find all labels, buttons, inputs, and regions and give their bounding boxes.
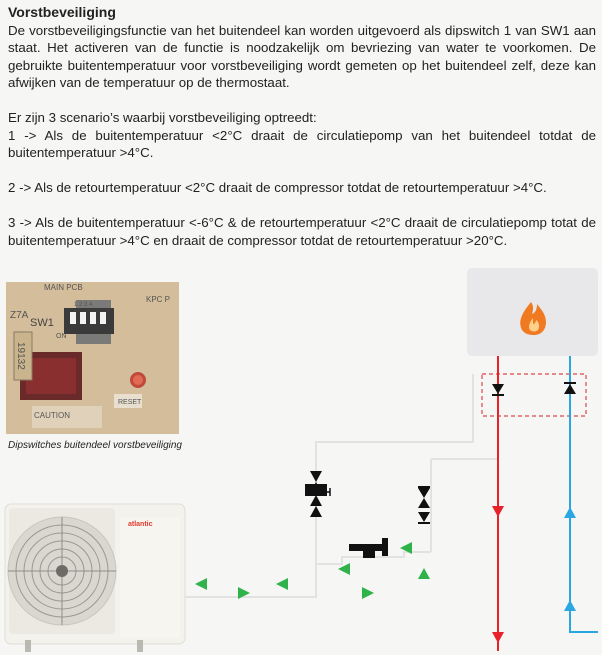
text-content [8, 4, 596, 249]
pcb-label: KPC P [146, 295, 171, 304]
flow-arrow-icon [564, 507, 576, 518]
outdoor-unit [5, 504, 185, 652]
flow-arrow-icon [195, 578, 207, 590]
pcb-label: MAIN PCB [44, 283, 83, 292]
valve-icon [418, 487, 430, 523]
pcb-label: 1 2 3 4 [74, 302, 93, 308]
scenario-2: 2 -> Als de retourtemperatuur <2°C draait de compressor totdat de retourtemperatuur >4°C. [8, 180, 547, 195]
flow-arrow-icon [492, 506, 504, 517]
scenario-3: 3 -> Als de buitentemperatuur <-6°C & de retourtemperatuur <2°C draait de circulatiepomp totat de buitentemperatuur >4°C en draait de compressor totdat de retourtemperatuur >20°C. [8, 215, 596, 248]
hydraulic-diagram [0, 262, 602, 655]
flow-arrow-icon [492, 632, 504, 643]
pump-icon [349, 538, 388, 558]
pcb-label: RESET [118, 399, 142, 406]
pcb-label: Z7A [10, 310, 29, 321]
pcb-label: SW1 [30, 317, 54, 329]
flow-arrow-icon [418, 568, 430, 579]
section-title: Vorstbeveiliging [8, 4, 116, 20]
pcb-label: 19132 [15, 342, 26, 370]
pcb-label: ON [56, 333, 67, 340]
flow-arrow-icon [276, 578, 288, 590]
flow-arrow-icon [362, 587, 374, 599]
photo-caption: Dipswitches buitendeel vorstbeveiliging [8, 440, 182, 451]
check-valve-icon [492, 384, 504, 394]
scenarios-heading: Er zijn 3 scenario’s waarbij vorstbeveiliging optreedt: [8, 110, 317, 125]
intro-paragraph: De vorstbeveiligingsfunctie van het buitendeel kan worden uitgevoerd als dipswitch 1 van SW1 aan staat. Het activeren van de functie is noodzakelijk om bevriezing van water te voorkomen. De gebruikte buitentemperatuur voor vorstbeveiliging wordt gemeten op het buitendeel zelf, deze kan afwijken van de temperatuur op de thermostaat. [8, 22, 596, 90]
flow-arrow-icon [564, 600, 576, 611]
check-valve-icon [564, 384, 576, 394]
valve-icon [305, 471, 330, 517]
brand-logo: atlantic [128, 521, 153, 528]
return-pipe [570, 356, 598, 632]
scenario-1: 1 -> Als de buitentemperatuur <2°C draait de circulatiepomp van het buitendeel totdat de buitentemperatuur >4°C. [8, 127, 596, 160]
pcb-label: CAUTION [34, 411, 70, 420]
